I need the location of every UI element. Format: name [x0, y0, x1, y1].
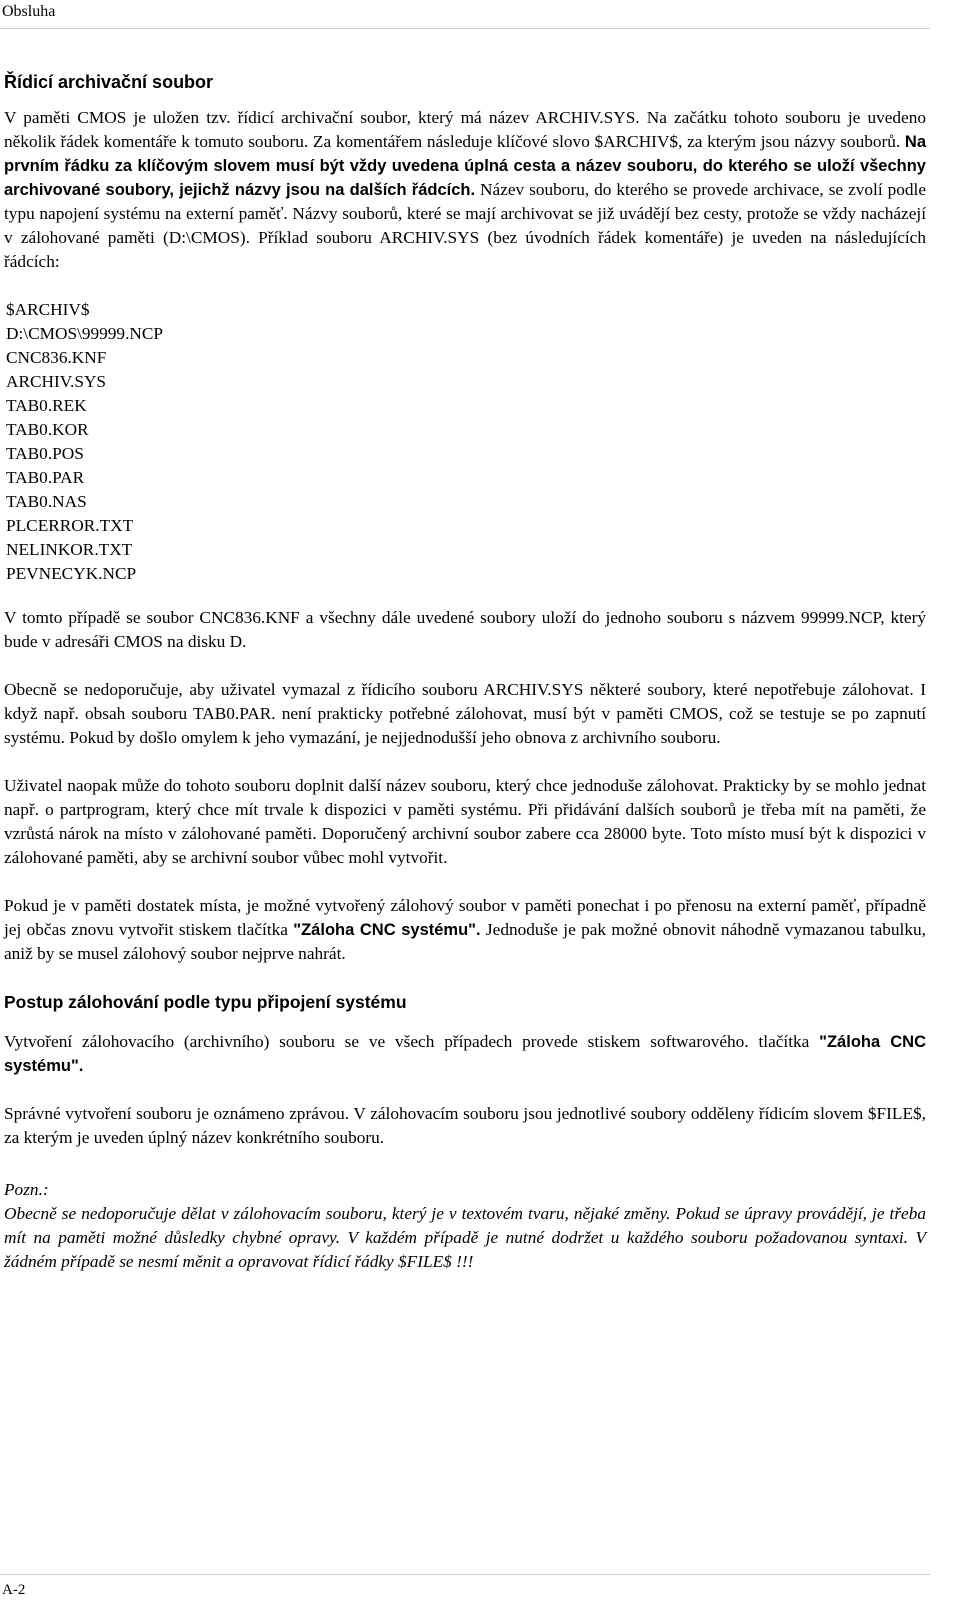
note-label: Pozn.: [4, 1180, 49, 1199]
paragraph-example-result: V tomto případě se soubor CNC836.KNF a všechny dále uvedené soubory uloží do jednoho souboru s názvem 99999.NCP, který bude v adresáři CMOS na disku D. [4, 608, 926, 651]
backup-button-name-2: "Záloha CNC systému". [4, 1033, 926, 1075]
file-list-item: D:\CMOS\99999.NCP [6, 324, 164, 343]
intro-bold-text: Na prvním řádku za klíčovým slovem musí být vždy uvedena úplná cesta a název souboru, do kterého se uloží všechny archivované soubory, jejichž názvy jsou na dalších řádcích. [4, 133, 926, 199]
page-number: A-2 [2, 1582, 26, 1598]
page-header [0, 0, 930, 29]
document-body [4, 70, 926, 1274]
paragraph-add-files: Uživatel naopak může do tohoto souboru doplnit další název souboru, který chce jednoduše zálohovat. Prakticky by se mohlo jednat např. o partprogram, který chce mít trvale k dispozici v paměti systému. Při přidávání dalších souborů je třeba mít na paměti, že vzrůstá nárok na místo v zálohované paměti. Doporučený archivní soubor zabere cca 28000 byte. Toto místo musí být k dispozici v zálohované paměti, aby se archivní soubor vůbec mohl vytvořit. [4, 776, 926, 867]
file-list-item: TAB0.REK [6, 396, 87, 415]
backup-button-name: "Záloha CNC systému". [293, 921, 481, 939]
note-text: Obecně se nedoporučuje dělat v zálohovacím souboru, který je v textovém tvaru, nějaké změny. Pokud se úpravy provádějí, je třeba mít na paměti možné důsledky chybné opravy. V každém případě je nutné dodržet u každého souboru požadovanou syntaxi. V žádném případě se nesmí měnit a opravovat řídicí řádky $FILE$ !!! [4, 1204, 926, 1271]
file-list-item: ARCHIV.SYS [6, 372, 107, 391]
file-list-item: NELINKOR.TXT [6, 540, 133, 559]
file-list-item: TAB0.PAR [6, 468, 85, 487]
paragraph-recommendation: Obecně se nedoporučuje, aby uživatel vymazal z řídicího souboru ARCHIV.SYS některé soubory, které nepotřebuje zálohovat. I když např. obsah souboru TAB0.PAR. není prakticky potřebné zálohovat, musí být v paměti CMOS, což se testuje se po zapnutí systému. Pokud by došlo omylem k jeho vymazání, je nejjednodušší jeho obnova z archivního souboru. [4, 680, 926, 747]
intro-text-2: Název souboru, do kterého se provede archivace, se zvolí podle typu napojení systému na externí paměť. Názvy souborů, které se mají archivovat se již uvádějí bez cesty, protože se vždy nacházejí v zálohované paměti (D:\CMOS). Příklad souboru ARCHIV.SYS (bez úvodních řádek komentáře) je uveden na následujících řádcích: [4, 180, 926, 271]
paragraph-confirmation: Správné vytvoření souboru je oznámeno zprávou. V zálohovacím souboru jsou jednotlivé soubory odděleny řídicím slovem $FILE$, za kterým je uveden úplný název konkrétního souboru. [4, 1104, 926, 1147]
file-list [6, 298, 926, 586]
file-list-item: PEVNECYK.NCP [6, 564, 137, 583]
intro-text-1: V paměti CMOS je uložen tzv. řídicí archivační soubor, který má název ARCHIV.SYS. Na začátku tohoto souboru je uvedeno několik řádek komentáře k tomuto souboru. Za komentářem následuje klíčové slovo $ARCHIV$, za kterým jsou názvy souborů. [4, 108, 926, 151]
keep-backup-text-1: Pokud je v paměti dostatek místa, je možné vytvořený zálohový soubor v paměti ponechat i po přenosu na externí paměť, případně jej občas znovu vytvořit stiskem tlačítka [4, 896, 926, 939]
file-list-item: $ARCHIV$ [6, 300, 90, 319]
section-heading-backup-procedure: Postup zálohování podle typu připojení systému [4, 992, 407, 1012]
paragraph-intro [4, 106, 926, 274]
section-heading-archive-file: Řídicí archivační soubor [4, 72, 214, 92]
paragraph-create-backup [4, 1030, 926, 1078]
file-list-item: TAB0.NAS [6, 492, 87, 511]
footer-divider [0, 1574, 930, 1575]
file-list-item: CNC836.KNF [6, 348, 107, 367]
file-list-item: PLCERROR.TXT [6, 516, 134, 535]
create-backup-text: Vytvoření zálohovacího (archivního) souboru se ve všech případech provede stiskem softwarového. tlačítka [4, 1032, 820, 1051]
paragraph-keep-backup [4, 894, 926, 966]
file-list-item: TAB0.KOR [6, 420, 89, 439]
file-list-item: TAB0.POS [6, 444, 84, 463]
header-title: Obsluha [2, 3, 56, 20]
keep-backup-text-2: Jednoduše je pak možné obnovit náhodně vymazanou tabulku, aniž by se musel zálohový soubor nejprve nahrát. [4, 920, 926, 963]
note-block [4, 1178, 926, 1274]
